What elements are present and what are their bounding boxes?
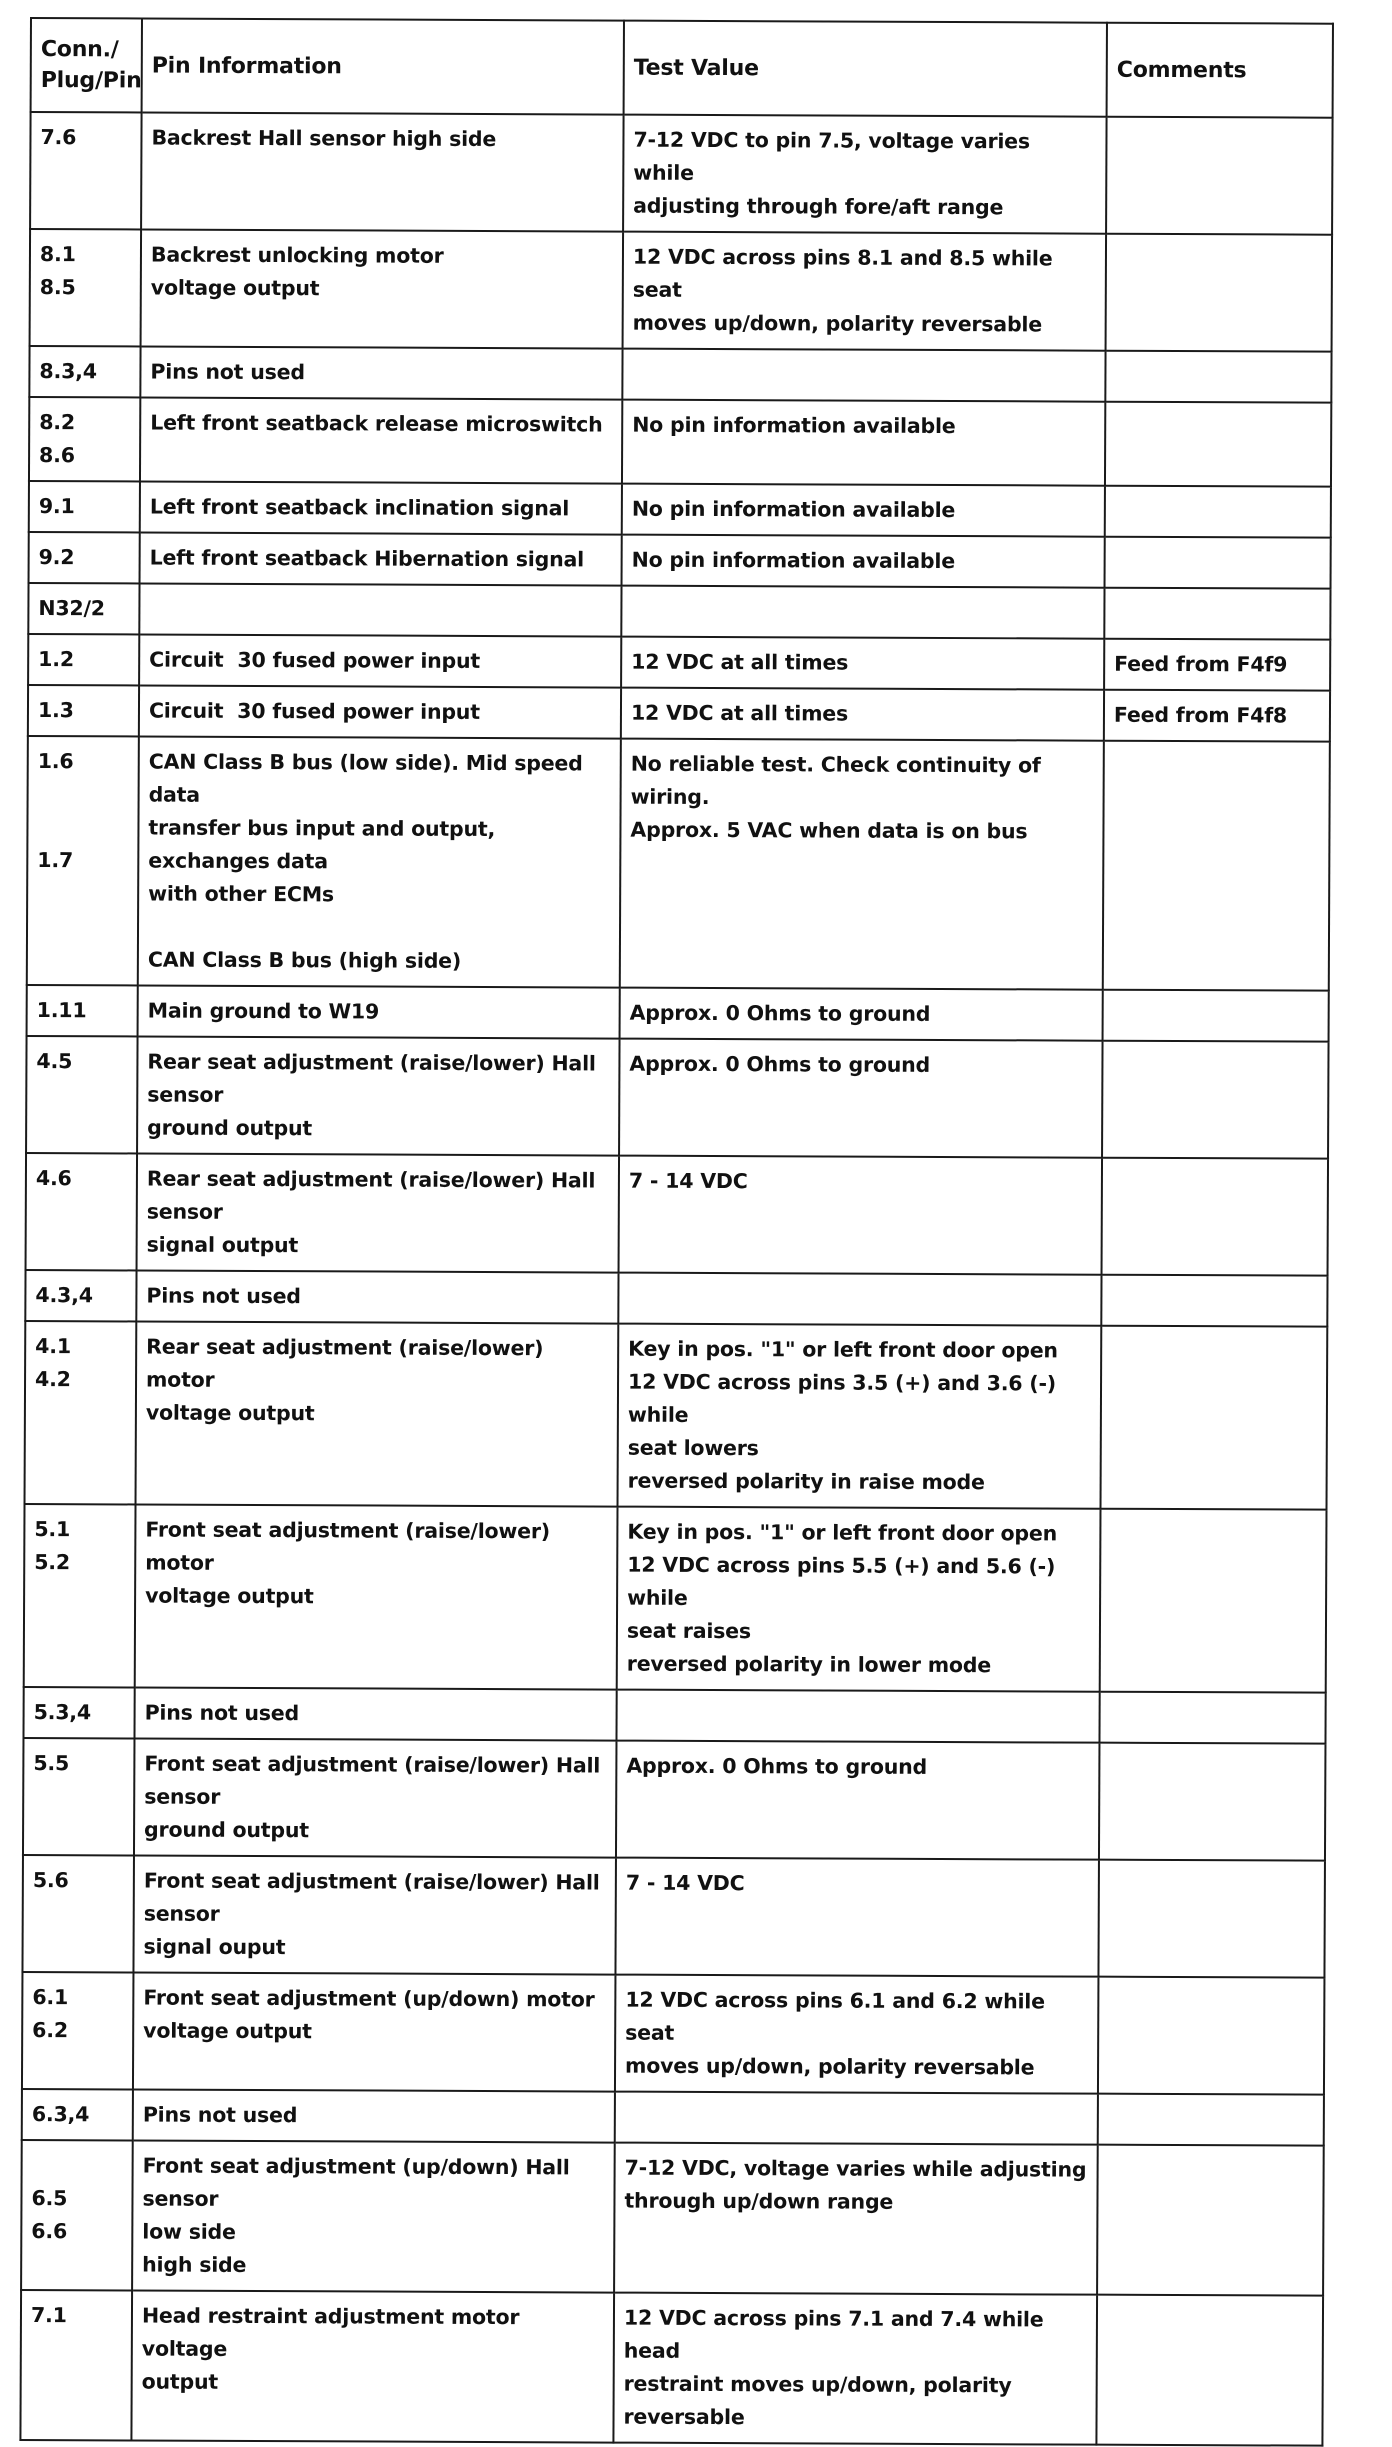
table-row bbox=[28, 685, 1330, 742]
comment-cell bbox=[1101, 1275, 1327, 1327]
test-value-cell bbox=[615, 1858, 1099, 1977]
comment-cell bbox=[1106, 117, 1333, 235]
test-value-line: 12 VDC across pins 3.5 (+) and 3.6 (-) while bbox=[627, 1369, 1063, 1427]
test-value-cell bbox=[622, 400, 1105, 486]
pin-cell bbox=[29, 532, 140, 583]
test-value-cell bbox=[621, 637, 1104, 690]
table-row bbox=[23, 1738, 1325, 1861]
test-value-cell bbox=[619, 1039, 1103, 1158]
pin-info-cell bbox=[135, 1504, 618, 1689]
pin-line: 1.2 bbox=[38, 647, 74, 672]
test-value-line: No reliable test. Check continuity of wiring. bbox=[630, 751, 1048, 809]
pin-info-line: output bbox=[141, 2369, 219, 2394]
pin-cell bbox=[24, 1504, 136, 1687]
pin-cell bbox=[29, 397, 140, 481]
pin-info-line: with other ECMs bbox=[148, 881, 335, 907]
pin-line: 4.6 bbox=[35, 1166, 72, 1191]
pin-info-line: voltage output bbox=[143, 2018, 312, 2044]
pin-info-line: Rear seat adjustment (raise/lower) motor bbox=[146, 1334, 551, 1392]
comment-cell bbox=[1105, 537, 1331, 589]
pin-info-cell bbox=[140, 346, 622, 399]
test-value-line: 12 VDC at all times bbox=[631, 649, 849, 675]
test-value-cell bbox=[615, 1975, 1099, 2094]
pin-info-line: Backrest unlocking motor bbox=[150, 242, 444, 268]
pin-info-line: Left front seatback release microswitch bbox=[150, 410, 603, 437]
pin-info-line: Rear seat adjustment (raise/lower) Hall sensor bbox=[146, 1166, 603, 1224]
blank-line bbox=[148, 911, 610, 946]
pin-cell bbox=[27, 736, 139, 985]
test-value-line: reversed polarity in raise mode bbox=[627, 1468, 985, 1495]
pin-info-line: Front seat adjustment (up/down) motor bbox=[143, 1985, 595, 2012]
comment-cell bbox=[1099, 1743, 1326, 1861]
pin-cell bbox=[28, 634, 139, 685]
pin-line: 4.1 bbox=[35, 1334, 71, 1359]
pin-line: 7.1 bbox=[30, 2303, 67, 2328]
pin-line: 7.6 bbox=[40, 125, 77, 150]
pin-line: 9.2 bbox=[38, 545, 75, 570]
comment-cell bbox=[1099, 1692, 1325, 1744]
test-value-cell bbox=[618, 1273, 1101, 1326]
pin-line: 8.6 bbox=[39, 443, 75, 468]
pin-info-cell bbox=[139, 685, 621, 738]
pin-line: 6.3,4 bbox=[31, 2102, 90, 2127]
pin-cell bbox=[27, 985, 138, 1036]
test-value-cell bbox=[620, 739, 1104, 990]
table-row bbox=[25, 1270, 1327, 1327]
pin-info-line: signal output bbox=[146, 1232, 299, 1258]
pin-line: 5.6 bbox=[32, 1868, 69, 1893]
test-value-cell bbox=[615, 2092, 1098, 2145]
table-row bbox=[23, 1687, 1325, 1744]
pin-line: 6.1 bbox=[32, 1985, 69, 2010]
pin-line: 9.1 bbox=[38, 494, 75, 519]
test-value-line: 12 VDC at all times bbox=[630, 700, 849, 726]
header-test-value: Test Value bbox=[624, 21, 1107, 117]
table-body bbox=[20, 112, 1332, 2446]
comment-cell bbox=[1098, 1860, 1325, 1978]
pin-cell bbox=[29, 346, 140, 397]
test-value-line: No pin information available bbox=[631, 496, 956, 523]
pin-line: 5.3,4 bbox=[33, 1700, 92, 1725]
pin-cell bbox=[29, 481, 140, 532]
table-row bbox=[22, 2089, 1324, 2146]
comment-cell bbox=[1102, 1041, 1329, 1159]
table-row bbox=[29, 397, 1331, 487]
pin-info-line: ground output bbox=[147, 1115, 313, 1141]
test-value-line: 12 VDC across pins 5.5 (+) and 5.6 (-) while bbox=[627, 1552, 1063, 1610]
pin-info-cell bbox=[133, 1855, 616, 1974]
test-value-cell bbox=[617, 1507, 1101, 1692]
table-row bbox=[28, 583, 1330, 640]
header-conn-line: Plug/Pin bbox=[40, 68, 142, 94]
pin-info-line: transfer bus input and output, exchanges data bbox=[148, 815, 503, 874]
pin-cell bbox=[22, 1855, 134, 1972]
blank-line bbox=[32, 2149, 123, 2182]
table-row bbox=[28, 634, 1330, 691]
pin-info-line: Front seat adjustment (up/down) Hall sensor bbox=[142, 2153, 577, 2211]
pin-line: 8.5 bbox=[39, 275, 76, 300]
pin-cell bbox=[20, 2290, 132, 2440]
test-value-cell bbox=[622, 349, 1105, 402]
comment-cell bbox=[1105, 402, 1331, 487]
comment-cell bbox=[1105, 486, 1331, 538]
table-row bbox=[24, 1504, 1327, 1693]
pin-info-cell bbox=[132, 2140, 615, 2292]
pin-cell bbox=[26, 1036, 138, 1153]
pin-info-line: Front seat adjustment (raise/lower) Hall sensor bbox=[144, 1751, 608, 1809]
test-value-line: moves up/down, polarity reversable bbox=[632, 310, 1043, 337]
comment-cell bbox=[1105, 351, 1331, 403]
test-value-line: Key in pos. "1" or left front door open bbox=[627, 1519, 1058, 1546]
pin-info-line: voltage output bbox=[145, 1583, 314, 1609]
comment-cell bbox=[1098, 2094, 1324, 2146]
test-value-line: adjusting through fore/aft range bbox=[633, 193, 1004, 220]
pin-info-line: ground output bbox=[144, 1817, 309, 1843]
pin-line: 5.5 bbox=[33, 1751, 70, 1776]
pin-line: N32/2 bbox=[38, 596, 105, 621]
pin-cell bbox=[28, 583, 139, 634]
pin-line: 6.6 bbox=[31, 2219, 68, 2244]
pin-info-line: Main ground to W19 bbox=[147, 998, 380, 1024]
header-conn bbox=[31, 18, 142, 112]
test-value-line: Approx. 0 Ohms to ground bbox=[629, 1000, 931, 1026]
pin-info-cell bbox=[137, 1036, 620, 1155]
comment-cell bbox=[1104, 690, 1330, 742]
test-value-cell bbox=[619, 1156, 1103, 1275]
comment-cell bbox=[1097, 2145, 1324, 2296]
comment-cell bbox=[1100, 1509, 1327, 1693]
pin-line: 8.3,4 bbox=[39, 359, 97, 384]
pin-cell bbox=[23, 1687, 134, 1738]
pin-info-cell bbox=[131, 2290, 614, 2442]
pin-info-line: Backrest Hall sensor high side bbox=[151, 125, 497, 152]
pin-info-line: Pins not used bbox=[142, 2102, 298, 2128]
pin-info-cell bbox=[140, 532, 622, 585]
pin-line: 5.1 bbox=[34, 1517, 71, 1542]
pin-info-cell bbox=[134, 1738, 617, 1857]
pin-cell bbox=[26, 1153, 138, 1270]
pin-line: 4.3,4 bbox=[35, 1283, 93, 1308]
header-row bbox=[31, 18, 1333, 118]
pin-info-line: CAN Class B bus (low side). Mid speed data bbox=[148, 749, 590, 807]
blank-line bbox=[37, 811, 128, 844]
table-row bbox=[22, 1855, 1324, 1978]
test-value-line: seat lowers bbox=[627, 1435, 759, 1461]
pin-line: 5.2 bbox=[34, 1550, 71, 1575]
comment-line: Feed from F4f9 bbox=[1114, 651, 1288, 677]
pin-info-line: Circuit 30 fused power input bbox=[149, 647, 481, 673]
table-row bbox=[27, 985, 1329, 1042]
pin-line: 1.11 bbox=[36, 998, 87, 1023]
test-value-cell bbox=[622, 535, 1105, 588]
pin-info-line: Front seat adjustment (raise/lower) motor bbox=[145, 1517, 557, 1575]
pin-info-line: Pins not used bbox=[146, 1283, 301, 1309]
pin-info-line: Left front seatback inclination signal bbox=[149, 494, 570, 521]
table-row bbox=[30, 229, 1332, 352]
test-value-line: Approx. 5 VAC when data is on bus bbox=[630, 817, 1028, 844]
pin-line: 8.1 bbox=[39, 242, 76, 267]
pin-info-cell bbox=[133, 1972, 616, 2091]
table-row bbox=[22, 1972, 1324, 2095]
table-row bbox=[27, 736, 1330, 991]
test-value-line: reversed polarity in lower mode bbox=[626, 1651, 992, 1678]
test-value-cell bbox=[616, 1690, 1099, 1743]
table-row bbox=[26, 1036, 1328, 1159]
test-value-line: moves up/down, polarity reversable bbox=[625, 2053, 1035, 2080]
table-row bbox=[29, 346, 1331, 403]
table-row bbox=[20, 2290, 1323, 2446]
pin-cell bbox=[22, 2089, 133, 2140]
comment-cell bbox=[1104, 588, 1330, 640]
test-value-line: Approx. 0 Ohms to ground bbox=[626, 1753, 928, 1779]
pin-line: 1.6 bbox=[37, 749, 74, 774]
pin-cell bbox=[23, 1738, 135, 1855]
table-row bbox=[25, 1321, 1328, 1510]
pin-line: 6.2 bbox=[32, 2018, 68, 2043]
pin-info-cell bbox=[138, 985, 620, 1038]
pin-info-cell bbox=[140, 481, 622, 534]
table-row bbox=[26, 1153, 1328, 1276]
pin-cell bbox=[30, 229, 142, 346]
test-value-cell bbox=[618, 1324, 1102, 1509]
comment-cell bbox=[1103, 741, 1330, 991]
pin-info-cell bbox=[133, 2089, 615, 2142]
blank-line bbox=[38, 778, 129, 811]
test-value-line: 7-12 VDC, voltage varies while adjusting bbox=[624, 2155, 1087, 2182]
test-value-line: No pin information available bbox=[632, 412, 956, 439]
pin-cell bbox=[22, 1972, 134, 2089]
test-value-cell bbox=[621, 688, 1104, 741]
pin-info-line: Pins not used bbox=[150, 359, 305, 385]
pin-info-cell bbox=[136, 1321, 619, 1506]
pin-info-line: voltage output bbox=[150, 275, 320, 301]
test-value-line: 7 - 14 VDC bbox=[628, 1168, 748, 1194]
test-value-cell bbox=[622, 484, 1105, 537]
pin-cell bbox=[25, 1270, 136, 1321]
pin-line: 6.5 bbox=[31, 2186, 68, 2211]
table-row bbox=[29, 481, 1331, 538]
pin-info-cell bbox=[141, 112, 624, 231]
comment-cell bbox=[1103, 990, 1329, 1042]
pin-info-cell bbox=[138, 736, 621, 987]
pin-info-cell bbox=[134, 1687, 616, 1740]
pin-line: 8.2 bbox=[39, 410, 76, 435]
test-value-line: 12 VDC across pins 8.1 and 8.5 while seat bbox=[632, 244, 1060, 302]
test-value-cell bbox=[613, 2293, 1097, 2445]
pin-info-line: signal ouput bbox=[143, 1934, 286, 1960]
pin-info-line: high side bbox=[142, 2252, 247, 2277]
header-comments: Comments bbox=[1107, 23, 1333, 118]
test-value-cell bbox=[623, 232, 1107, 351]
pin-table-sheet bbox=[19, 17, 1332, 2447]
table-row bbox=[30, 112, 1332, 235]
pin-info-cell bbox=[139, 583, 621, 636]
comment-cell bbox=[1101, 1326, 1328, 1510]
pin-cell bbox=[28, 685, 139, 736]
pin-info-cell bbox=[141, 229, 624, 348]
comment-cell bbox=[1102, 1158, 1329, 1276]
header-pin-info: Pin Information bbox=[142, 18, 624, 114]
table-row bbox=[21, 2140, 1324, 2296]
test-value-line: No pin information available bbox=[631, 547, 955, 574]
pin-info-cell bbox=[139, 634, 621, 687]
comment-cell bbox=[1098, 1977, 1325, 2095]
test-value-line: 12 VDC across pins 6.1 and 6.2 while seat bbox=[625, 1987, 1052, 2045]
pin-info-line: Pins not used bbox=[144, 1700, 300, 1726]
pin-info-line: Rear seat adjustment (raise/lower) Hall sensor bbox=[147, 1049, 603, 1107]
test-value-line: Approx. 0 Ohms to ground bbox=[629, 1051, 931, 1077]
test-value-line: 12 VDC across pins 7.1 and 7.4 while head bbox=[623, 2305, 1051, 2363]
test-value-line: Key in pos. "1" or left front door open bbox=[628, 1336, 1058, 1363]
pin-line: 1.7 bbox=[37, 848, 74, 873]
pin-cell bbox=[30, 112, 142, 229]
pin-info-line: voltage output bbox=[145, 1400, 315, 1426]
test-value-line: 7-12 VDC to pin 7.5, voltage varies while bbox=[633, 127, 1037, 185]
comment-cell bbox=[1106, 234, 1333, 352]
test-value-line: seat raises bbox=[626, 1618, 751, 1644]
comment-cell bbox=[1104, 639, 1330, 691]
header-conn-line: Conn./ bbox=[40, 37, 119, 63]
pin-cell bbox=[21, 2140, 133, 2290]
pin-line: 4.5 bbox=[36, 1049, 73, 1074]
pin-info-line: low side bbox=[142, 2219, 236, 2244]
pin-line: 4.2 bbox=[35, 1367, 71, 1392]
test-value-cell bbox=[616, 1741, 1100, 1860]
pin-line: 1.3 bbox=[37, 698, 74, 723]
test-value-cell bbox=[614, 2143, 1098, 2295]
test-value-cell bbox=[623, 115, 1107, 234]
pin-info-cell bbox=[137, 1153, 620, 1272]
test-value-line: through up/down range bbox=[624, 2188, 894, 2214]
pin-info-line: CAN Class B bus (high side) bbox=[147, 947, 462, 973]
pin-info-cell bbox=[140, 397, 622, 483]
pin-table bbox=[19, 17, 1334, 2447]
pin-cell bbox=[25, 1321, 137, 1504]
pin-info-line: Front seat adjustment (raise/lower) Hall sensor bbox=[143, 1868, 607, 1926]
pin-info-line: Head restraint adjustment motor voltage bbox=[141, 2303, 527, 2361]
table-row bbox=[29, 532, 1331, 589]
pin-info-line: Left front seatback Hibernation signal bbox=[149, 545, 585, 572]
test-value-cell bbox=[621, 586, 1104, 639]
test-value-line: 7 - 14 VDC bbox=[625, 1870, 745, 1896]
pin-info-cell bbox=[136, 1270, 618, 1323]
comment-line: Feed from F4f8 bbox=[1113, 702, 1288, 728]
test-value-cell bbox=[620, 988, 1103, 1041]
test-value-line: restraint moves up/down, polarity reversable bbox=[623, 2371, 1019, 2430]
pin-info-line: Circuit 30 fused power input bbox=[148, 698, 480, 724]
comment-cell bbox=[1096, 2295, 1323, 2446]
